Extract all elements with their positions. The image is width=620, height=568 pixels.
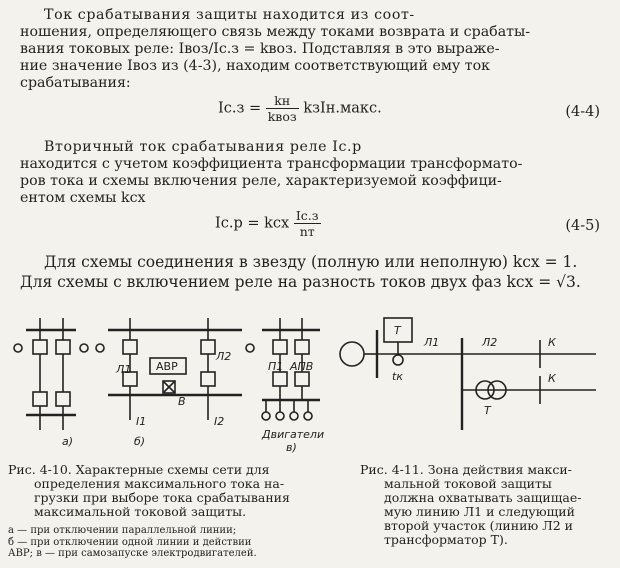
- fraction-numerator: kн: [266, 93, 299, 109]
- note-line: б — при отключении одной линии и действии: [8, 536, 252, 548]
- equation-number-4-5: (4-5): [565, 218, 600, 234]
- equation-rhs: kзIн.макс.: [303, 100, 382, 117]
- fig11-label-l2: Л2: [482, 336, 498, 349]
- fig10-label-l1: Л1: [116, 363, 132, 376]
- fig10-label-motors: Двигатели: [262, 428, 325, 441]
- fig11-label-t-box: Т: [394, 324, 401, 337]
- paragraph-1-line-2: ношения, определяющего связь между токами возврата и срабаты-: [20, 24, 531, 40]
- fig-4-11-caption: [360, 463, 610, 547]
- fig10-label-apv: АПВ: [290, 360, 314, 373]
- caption-line: определения максимального тока на-: [34, 476, 285, 491]
- fig10-label-p1: П1: [268, 360, 284, 373]
- fig-4-11-diagram: [340, 318, 596, 430]
- fig-4-10-notes: [8, 525, 338, 560]
- fig11-label-tk: tк: [392, 370, 403, 383]
- paragraph-2-line-4: ентом схемы kсх: [20, 190, 146, 206]
- caption-line: второй участок (линию Л2 и: [384, 518, 573, 533]
- equation-lhs: Iс.р = kсх: [215, 215, 290, 232]
- paragraph-2-line-2: находится с учетом коэффициента трансформации трансформато-: [20, 156, 523, 172]
- caption-line: должна охватывать защищае-: [384, 490, 582, 505]
- fig-4-10-caption: [8, 463, 338, 519]
- paragraph-2-line-1: Вторичный ток срабатывания реле Iс.р: [44, 139, 362, 155]
- caption-line: Рис. 4-11. Зона действия макси-: [360, 462, 572, 477]
- note-line: АВР; в — при самозапуске электродвигателей.: [8, 548, 257, 559]
- fig11-label-k2: К: [548, 372, 556, 385]
- paragraph-2-line-3: ров тока и схемы включения реле, характеризуемой коэффици-: [20, 173, 502, 189]
- paragraph-1-line-5: срабатывания:: [20, 75, 131, 91]
- fig11-label-t2: Т: [484, 404, 491, 417]
- note-line: а — при отключении параллельной линии;: [8, 525, 237, 536]
- equation-lhs: Iс.з =: [218, 100, 262, 117]
- fig11-label-k1: К: [548, 336, 556, 349]
- fig-4-10-a-diagram: [14, 318, 88, 430]
- fig10-sub-v: в): [286, 441, 297, 454]
- paragraph-1-line-4: ние значение Iвоз из (4-3), находим соответствующий ему ток: [20, 58, 491, 74]
- paragraph-1-line-1: Ток срабатывания защиты находится из соот-: [44, 7, 415, 23]
- fig10-label-b: В: [178, 395, 186, 408]
- fraction-numerator: Iс.з: [295, 208, 319, 223]
- caption-line: максимальной токовой защиты.: [34, 504, 247, 519]
- fraction-denominator: nт: [299, 224, 315, 239]
- caption-line: Рис. 4-10. Характерные схемы сети для: [8, 462, 270, 477]
- caption-line: трансформатор Т).: [384, 532, 508, 547]
- fig10-label-avr: АВР: [156, 360, 178, 373]
- paragraph-3-line-2: Для схемы с включением реле на разность токов двух фаз kсх = √3.: [20, 273, 581, 291]
- equation-number-4-4: (4-4): [565, 104, 600, 120]
- fig10-sub-a: а): [62, 435, 74, 448]
- paragraph-1-line-3: вания токовых реле: Iвоз/Iс.з = kвоз. Подставляя в это выраже-: [20, 41, 500, 57]
- caption-line: грузки при выборе тока срабатывания: [34, 490, 290, 505]
- paragraph-3-line-1: Для схемы соединения в звезду (полную или неполную) kсх = 1.: [44, 253, 578, 271]
- fig10-label-l2: Л2: [216, 350, 232, 363]
- fig10-label-i2: I2: [214, 415, 225, 428]
- fraction-denominator: kвоз: [267, 109, 297, 124]
- fig10-label-i1: I1: [136, 415, 147, 428]
- caption-line: мальной токовой защиты: [384, 476, 552, 491]
- caption-line: мую линию Л1 и следующий: [384, 504, 575, 519]
- fig10-sub-b: б): [134, 435, 146, 448]
- fig11-label-l1: Л1: [424, 336, 440, 349]
